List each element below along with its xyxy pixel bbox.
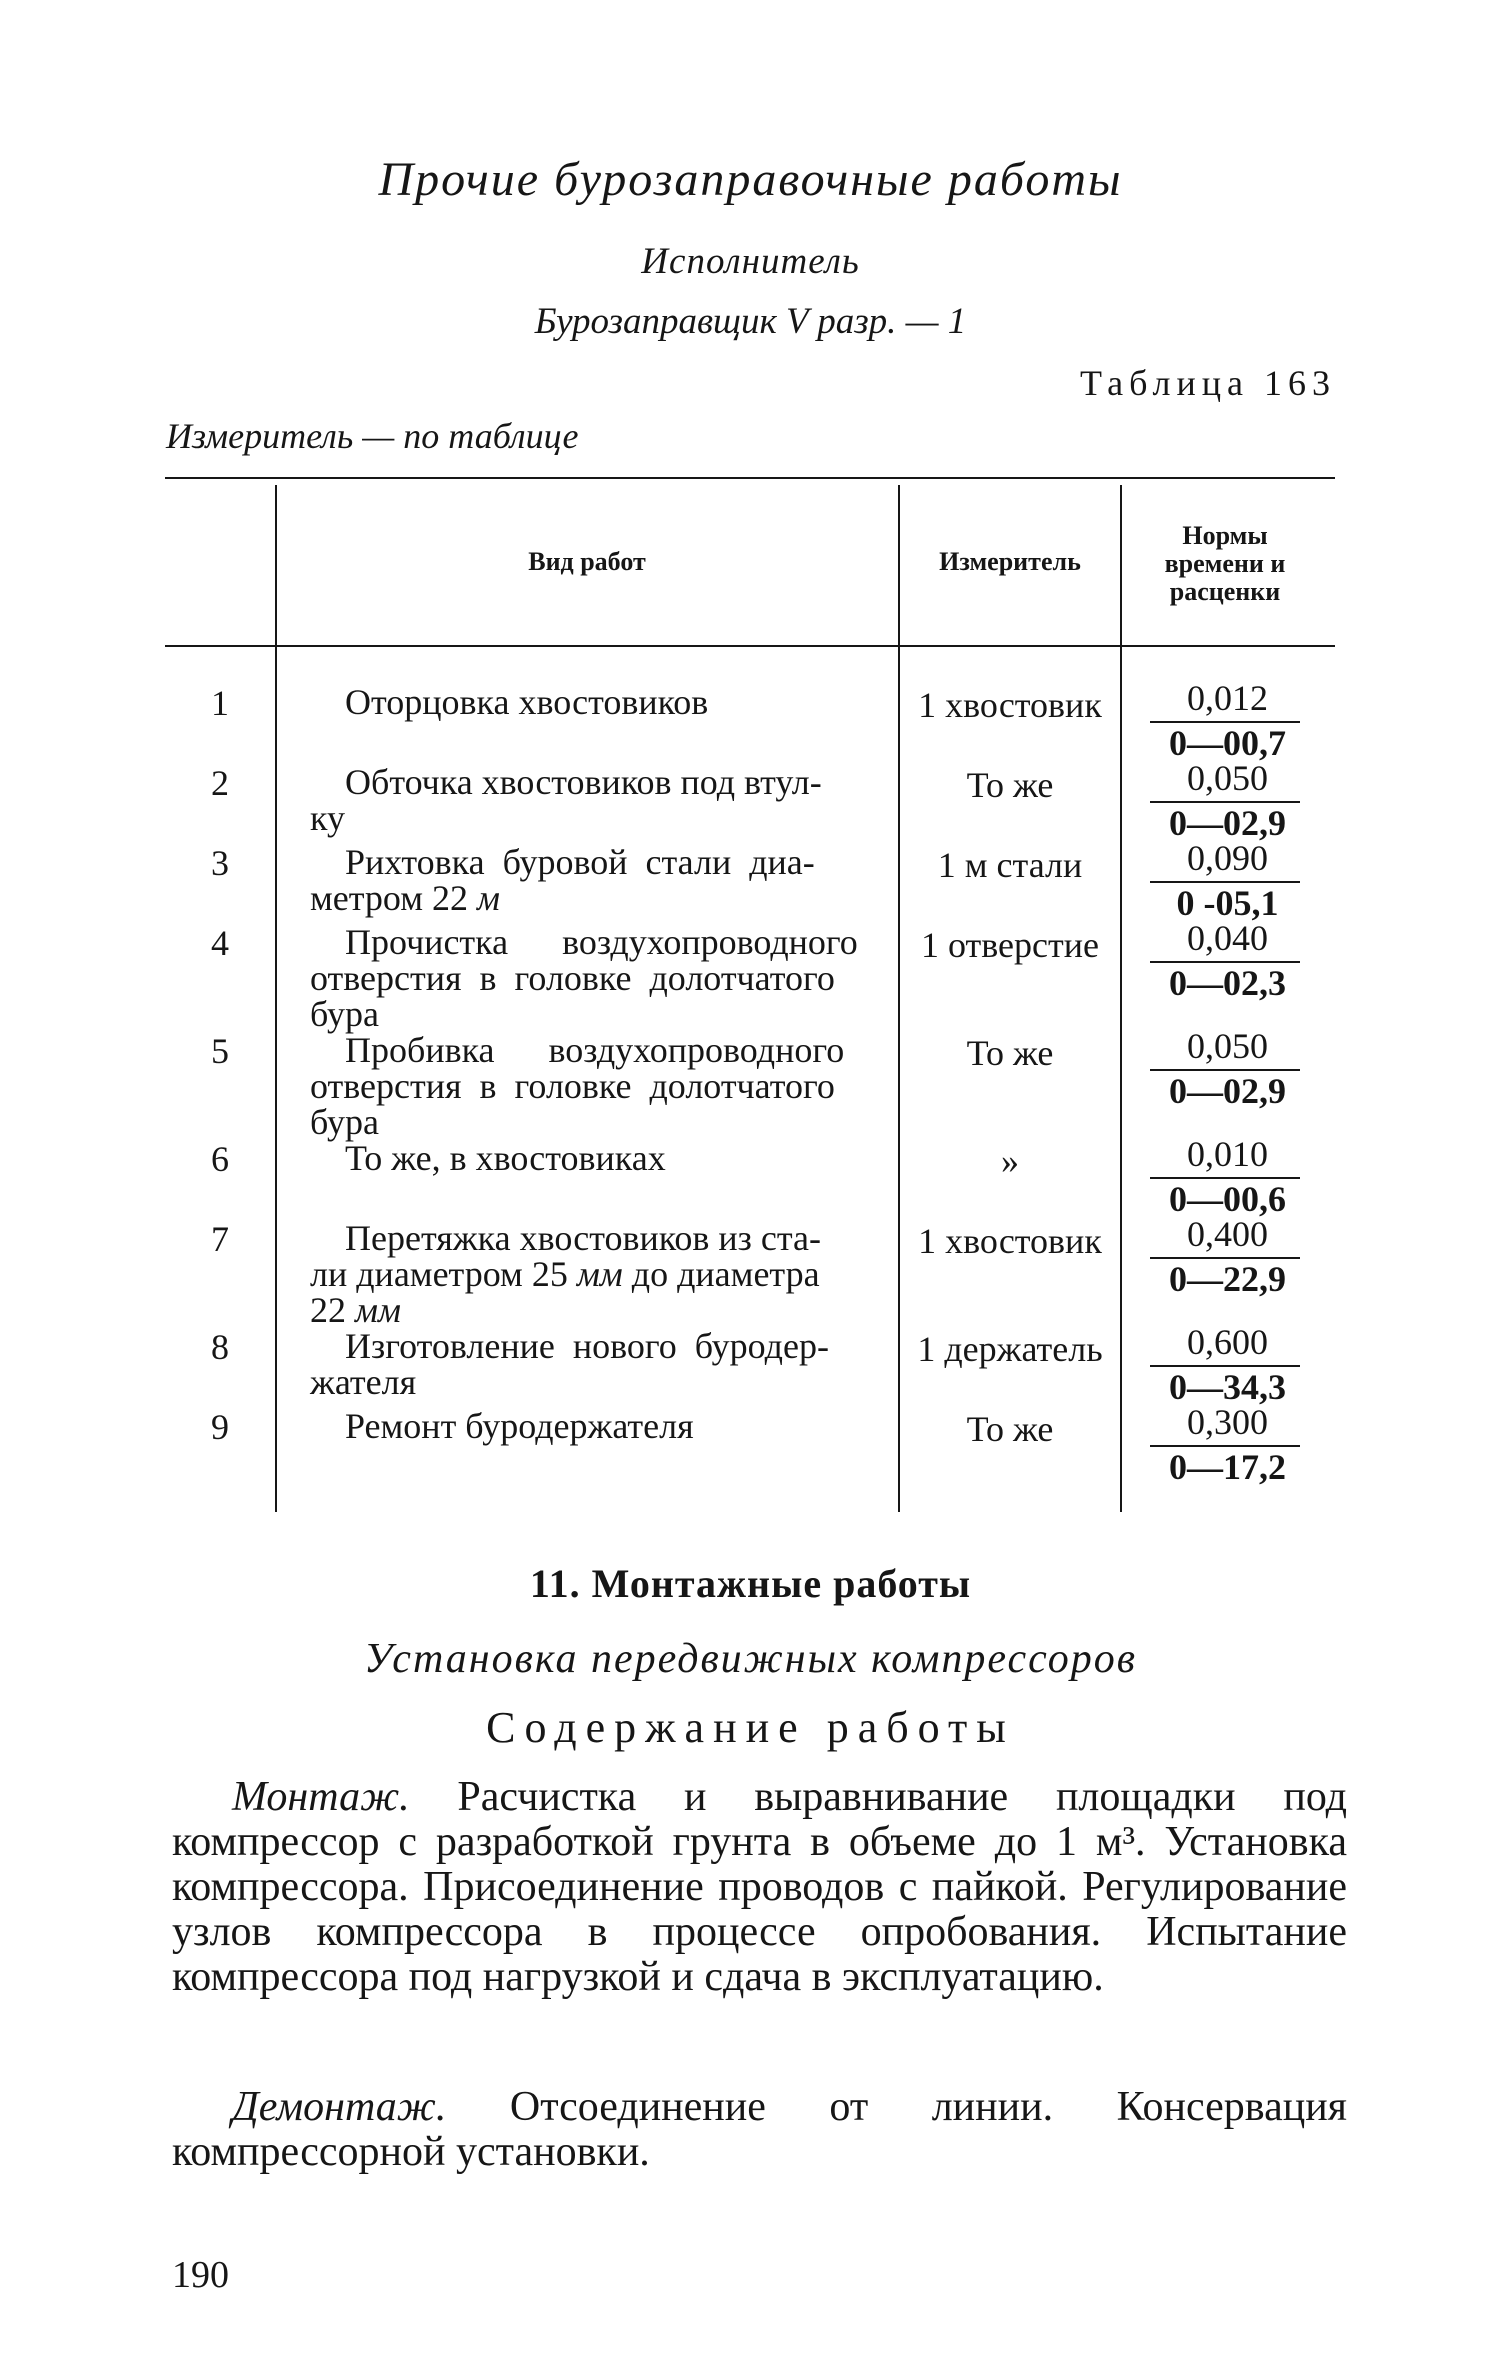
norm-time: 0,090 <box>1187 838 1268 878</box>
mounting-paragraph <box>172 1775 1347 2000</box>
norm-time: 0,040 <box>1187 918 1268 958</box>
table-col-divider <box>1120 485 1122 1512</box>
norm-rate: 0—02,9 <box>1169 803 1286 843</box>
meter-cell: 1 отверстие <box>921 925 1099 965</box>
executor-label: Исполнитель <box>641 241 860 282</box>
mounting-text: Расчистка и выравнивание площадки под компрессор с разработкой грунта в объеме до 1 м³. Установка компрессора. Присоединение проводов с пайкой. Регулирование узлов компрессора в процессе опробования. Испытание компрессора под нагрузкой и сдача в эксплуатацию. <box>172 1774 1348 2000</box>
norm-rate: 0—34,3 <box>1169 1367 1286 1407</box>
meter-cell: » <box>1001 1141 1019 1181</box>
meter-cell: То же <box>966 1409 1054 1449</box>
meter-cell: 1 хвостовик <box>918 1221 1102 1261</box>
meter-cell: 1 хвостовик <box>918 685 1102 725</box>
content-title: Содержание работы <box>486 1703 1015 1752</box>
row-number: 2 <box>211 763 229 803</box>
column-header-meter: Измеритель <box>939 547 1081 576</box>
norm-time: 0,012 <box>1187 678 1268 718</box>
chapter-title: 11. Монтажные работы <box>529 1561 972 1606</box>
row-number: 6 <box>211 1139 229 1179</box>
norm-rate: 0—00,7 <box>1169 723 1286 763</box>
work-description: Перетяжка хвостовиков из ста- ли диаметром 25 мм до диаметра 22 мм <box>310 1218 821 1330</box>
work-description: Пробивка воздухопроводного отверстия в головке долотчатого бура <box>310 1030 845 1142</box>
dismounting-label: Демонтаж. <box>232 2084 447 2130</box>
executor-name: Бурозаправщик V разр. — 1 <box>534 301 967 342</box>
work-description: Рихтовка буровой стали диа- метром 22 м <box>310 842 815 918</box>
column-header-work-type: Вид работ <box>528 547 646 576</box>
section-title: Прочие бурозаправочные работы <box>378 153 1123 206</box>
work-description: Обточка хвостовиков под втул- ку <box>310 762 822 838</box>
norm-time: 0,600 <box>1187 1322 1268 1362</box>
row-number: 4 <box>211 923 229 963</box>
row-number: 7 <box>211 1219 229 1259</box>
norm-time: 0,050 <box>1187 758 1268 798</box>
dismounting-text: Отсоединение от линии. Консервация компрессорной установки. <box>172 2084 1347 2175</box>
norm-rate: 0—02,3 <box>1169 963 1286 1003</box>
dismounting-paragraph <box>172 2085 1347 2175</box>
row-number: 1 <box>211 683 229 723</box>
norm-time: 0,400 <box>1187 1214 1268 1254</box>
norm-time: 0,010 <box>1187 1134 1268 1174</box>
table-top-rule <box>165 477 1335 479</box>
work-description: Прочистка воздухопроводного отверстия в головке долотчатого бура <box>310 922 858 1034</box>
row-number: 3 <box>211 843 229 883</box>
meter-cell: То же <box>966 1033 1054 1073</box>
norm-rate: 0—02,9 <box>1169 1071 1286 1111</box>
row-number: 8 <box>211 1327 229 1367</box>
column-header-norms: Нормы времени и расценки <box>1164 521 1286 606</box>
norm-rate: 0—22,9 <box>1169 1259 1286 1299</box>
norm-time: 0,300 <box>1187 1402 1268 1442</box>
work-description: Ремонт буродержателя <box>345 1406 694 1446</box>
work-description: Изготовление нового буродер- жателя <box>310 1326 829 1402</box>
work-description: Оторцовка хвостовиков <box>345 682 709 722</box>
norm-rate: 0—17,2 <box>1169 1447 1286 1487</box>
meter-cell: 1 м стали <box>937 845 1083 885</box>
meter-cell: 1 держатель <box>917 1329 1103 1369</box>
work-description: То же, в хвостовиках <box>345 1138 666 1178</box>
meter-cell: То же <box>966 765 1054 805</box>
table-label: Таблица 163 <box>1080 363 1336 403</box>
meter-label: Измеритель — по таблице <box>166 416 579 456</box>
row-number: 9 <box>211 1407 229 1447</box>
norms-table <box>165 477 1335 1512</box>
norm-rate: 0 -05,1 <box>1176 883 1279 923</box>
page-number: 190 <box>172 2254 229 2296</box>
table-header-rule <box>165 645 1335 647</box>
norm-time: 0,050 <box>1187 1026 1268 1066</box>
row-number: 5 <box>211 1031 229 1071</box>
mounting-label: Монтаж. <box>232 1774 410 1820</box>
chapter-subtitle: Установка передвижных компрессоров <box>364 1636 1137 1682</box>
table-col-divider <box>275 485 277 1512</box>
norm-rate: 0—00,6 <box>1169 1179 1286 1219</box>
